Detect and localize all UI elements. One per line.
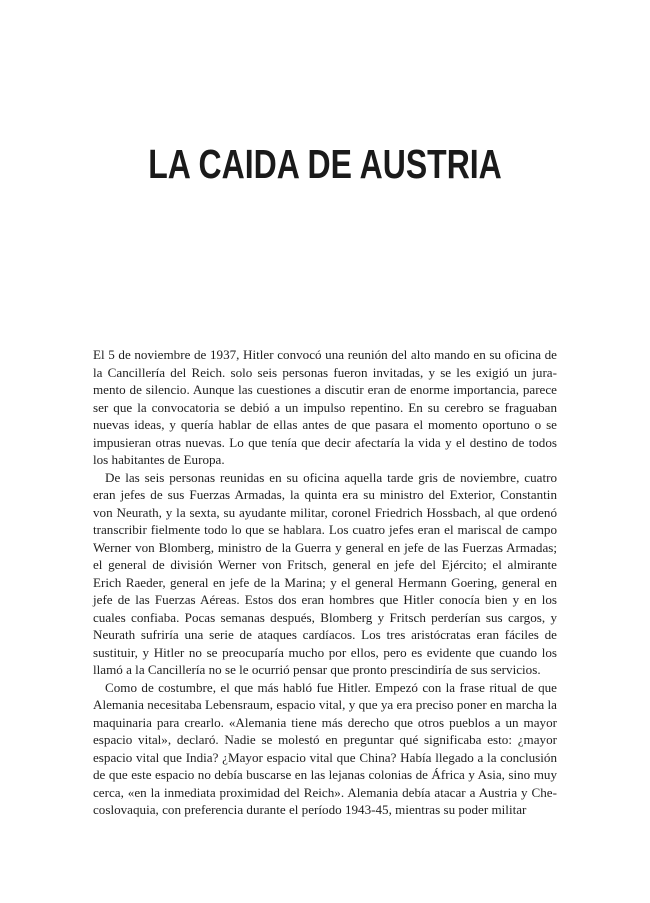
paragraph-1: El 5 de noviembre de 1937, Hitler convocó una reunión del alto mando en su oficina de la Cancillería del Reich. solo seis personas fueron invitadas, y se les exigió un juramento de silencio. Aunque las cuestiones a discutir eran de enorme importancia, parece ser que la convocatoria se debió a un impulso repentino. En su cerebro se fraguaban nuevas ideas, y quería hablar de ellas antes de que pasara el momento oportuno o se impusieran otras nuevas. Lo que tenía que decir afectaría la vida y el destino de todos los habitantes de Europa. [93, 347, 557, 467]
body-text [93, 346, 557, 819]
chapter-title: LA CAIDA DE AUSTRIA [148, 141, 502, 187]
paragraph-2: De las seis personas reunidas en su oficina aquella tarde gris de noviembre, cuatro eran jefes de sus Fuerzas Armadas, la quinta era su ministro del Exterior, Constantin von Neurath, y la sexta, su ayudante militar, coronel Friedrich Hossbach, al que ordenó transcribir fielmente todo lo que se hablara. Los cuatro jefes eran el mariscal de campo Werner von Blomberg, ministro de la Guerra y general en jefe de las Fuerzas Armadas; el general de división Werner von Fritsch, general en jefe del Ejército; el almirante Erich Raeder, general en jefe de la Marina; y el general Hermann Goering, general en jefe de las Fuerzas Aéreas. Estos dos eran hombres que Hitler conocía bien y en los cuales confiaba. Pocas semanas después, Blomberg y Fritsch perderían sus cargos, y Neurath sufriría una serie de ataques cardíacos. Los tres aristócratas eran fáciles de sustituir, y Hitler no se preocuparía mucho por ellos, pero es evidente que cuando los llamó a la Cancillería no se le ocurrió pensar que pronto prescindiría de sus servicios. [93, 469, 557, 677]
paragraph-3: Como de costumbre, el que más habló fue Hitler. Empezó con la frase ritual de que Alemania necesitaba Lebensraum, espacio vital, y que ya era preciso poner en marcha la maquinaria para crearlo. «Alemania tiene más derecho que otros pueblos a un mayor espacio vital», declaró. Nadie se molestó en preguntar qué significaba esto: ¿mayor espacio vital que India? ¿Mayor espacio vital que China? Había llegado a la conclusión de que este espacio no debía buscarse en las lejanas colonias de África y Asia, sino muy cerca, «en la inmediata proximidad del Reich». Alemania debía atacar a Austria y Checoslovaquia, con preferencia durante el período 1943-45, mientras su poder militar [93, 679, 557, 817]
